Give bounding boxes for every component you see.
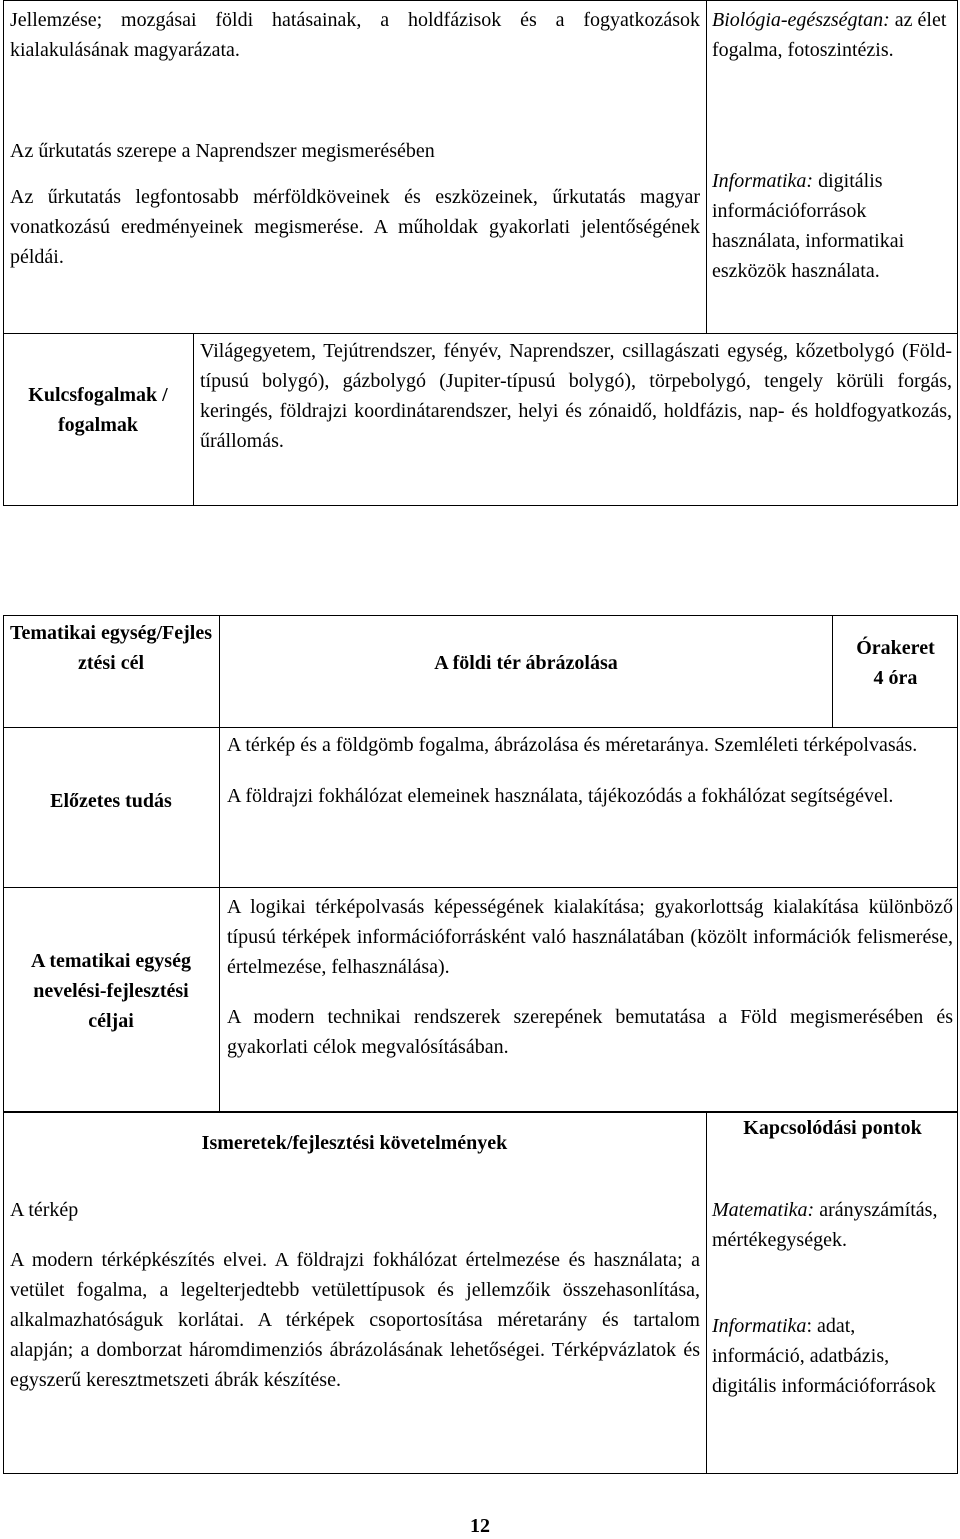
table2-header-divider: [3, 727, 958, 728]
thematic-unit-title: A földi tér ábrázolása: [434, 652, 618, 674]
requirements-header: Ismeretek/fejlesztési követelmények: [201, 1132, 508, 1154]
table3-side-divider: [706, 1112, 707, 1474]
development-goals-text: [227, 892, 953, 1062]
development-goals-p2: A modern technikai rendszerek szerepének bemutatása a Föld megismerésében és gyakorlati célok megvalósításában.: [227, 1006, 953, 1058]
link-subject-biology: Biológia-egészségtan:: [712, 9, 890, 31]
connection-math: [712, 1195, 952, 1255]
connections-header: Kapcsolódási pontok: [743, 1117, 922, 1139]
prior-knowledge-p2: A földrajzi fokhálózat elemeinek használata, tájékozódás a fokhálózat segítségével.: [227, 785, 894, 807]
link-subject-informatics: Informatika:: [712, 170, 814, 192]
link-text-informatics-2: : adat, információ, adatbázis, digitális információforrások: [712, 1315, 936, 1397]
table1-row-divider: [3, 333, 958, 334]
table1-keyconcept-divider: [193, 333, 194, 506]
row1-main-text: Jellemzése; mozgásai földi hatásainak, a holdfázisok és a fogyatkozások kialakulásának magyarázata.: [10, 9, 700, 61]
hours-label: Órakeret: [856, 637, 935, 659]
table2-label-divider: [219, 615, 220, 1112]
row2-links: [712, 166, 952, 286]
hours-block: [833, 633, 958, 693]
development-goals-p1: A logikai térképolvasás képességének kialakítása; gyakorlottság kialakítása különböző típusú térképek információforrásként való használatában (közölt információk felismerése, értelmezése, felhasználása).: [227, 896, 953, 978]
connection-informatics: [712, 1311, 952, 1401]
row2-main: [10, 136, 700, 272]
page-number: 12: [470, 1515, 490, 1537]
table2-prior-divider: [3, 887, 958, 888]
connections-list: [712, 1195, 952, 1401]
section-title-map: A térkép: [10, 1199, 79, 1221]
prior-knowledge-p1: A térkép és a földgömb fogalma, ábrázolása és méretaránya. Szemléleti térképolvasás.: [227, 734, 918, 756]
link-text-biology: az élet fogalma, fotoszintézis.: [712, 9, 947, 61]
section-body-space-research: Az űrkutatás legfontosabb mérföldköveinek és eszközeinek, űrkutatás magyar vonatkozású eredményeinek megismerése. A műholdak gyakorlati jelentőségének példái.: [10, 186, 700, 268]
row1-links: [712, 5, 952, 65]
link-subject-informatics-2: Informatika: [712, 1315, 807, 1337]
link-text-informatics: digitális információforrások használata, informatikai eszközök használata.: [712, 170, 905, 282]
link-subject-math: Matematika:: [712, 1199, 815, 1221]
thematic-unit-label: Tematikai egység/Fejlesztési cél: [10, 622, 213, 674]
table1-side-divider: [706, 0, 707, 333]
key-concepts-label: Kulcsfogalmak / fogalmak: [28, 384, 168, 436]
prior-knowledge-label: Előzetes tudás: [50, 790, 172, 812]
section-body-map: A modern térképkészítés elvei. A földrajzi fokhálózat értelmezése és használata; a vetület fogalma, a legelterjedtebb vetülettípusok és jellemzőik összehasonlítása, alkalmazhatóságuk korlátai. A térképek csoportosítása méretarány és tartalom alapján; a domborzat háromdimenziós ábrázolásának lehetőségei. Térképvázlatok és egyszerű keresztmetszeti ábrák készítése.: [10, 1249, 700, 1391]
development-goals-label: A tematikai egység nevelési-fejlesztési céljai: [31, 950, 191, 1032]
key-concepts-text: Világegyetem, Tejútrendszer, fényév, Naprendszer, csillagászati egység, kőzetbolygó (Föld-típusú bolygó), gázbolygó (Jupiter-típusú bolygó), törpebolygó, tengely körüli forgás, keringés, földrajzi koordinátarendszer, helyi és zónaidő, holdfázis, nap- és holdfogyatkozás, űrállomás.: [200, 340, 952, 452]
requirements-content: [10, 1195, 700, 1395]
prior-knowledge-text: [227, 730, 953, 811]
section-heading-space-research: Az űrkutatás szerepe a Naprendszer megismerésében: [10, 140, 435, 162]
hours-value: 4 óra: [873, 667, 918, 689]
link-text-math: arányszámítás, mértékegységek.: [712, 1199, 938, 1251]
